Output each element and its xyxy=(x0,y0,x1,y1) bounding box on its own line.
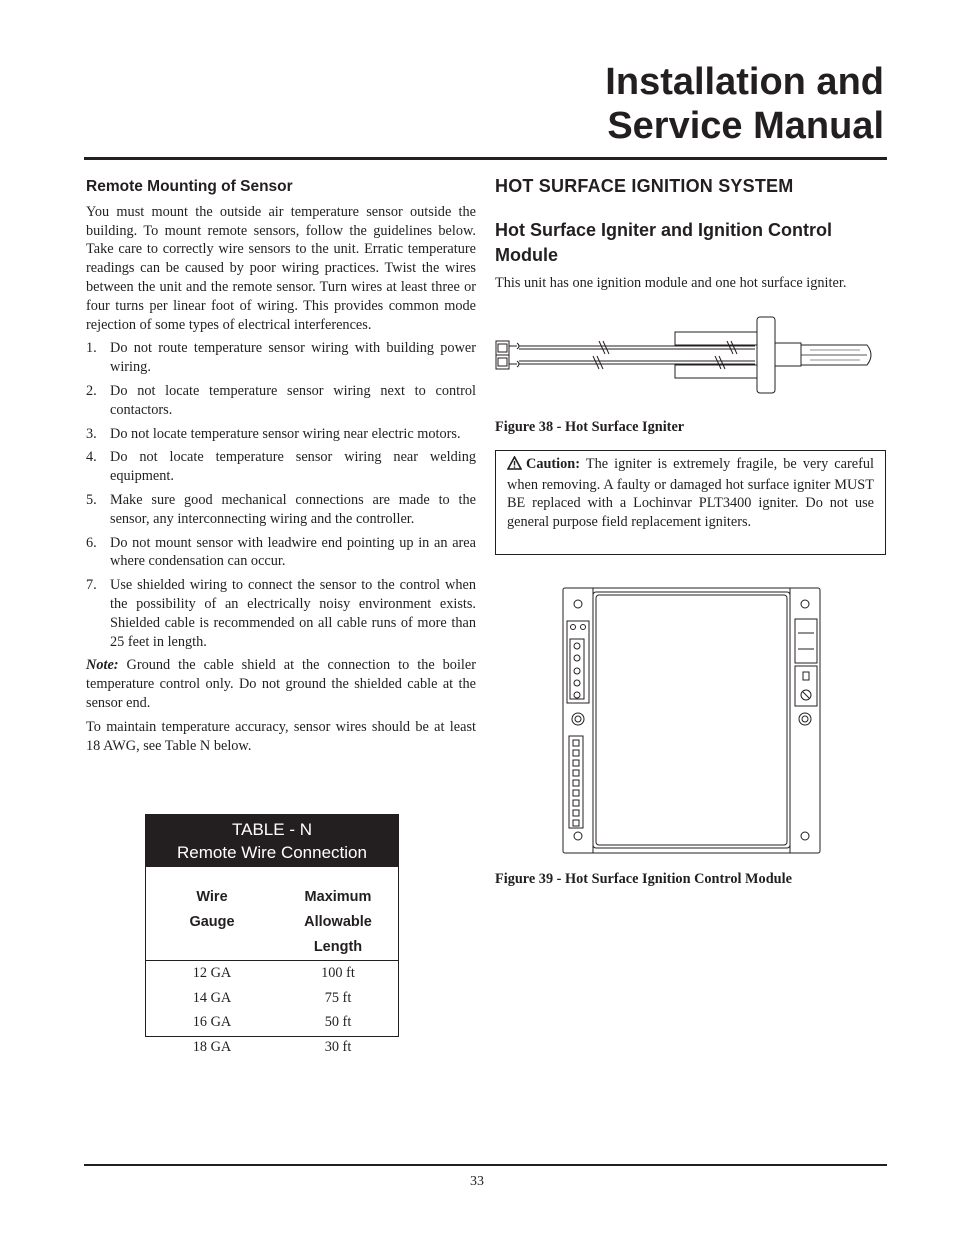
list-item: 1. Do not route temperature sensor wiring with building power wiring. xyxy=(86,340,476,376)
accuracy-paragraph: To maintain temperature accuracy, sensor wires should be at least 18 AWG, see Table N below. xyxy=(86,718,476,754)
igniter-intro: This unit has one ignition module and one hot surface igniter. xyxy=(495,275,847,291)
page-title xyxy=(605,60,884,148)
column-header-max-length: Maximum Allowable Length xyxy=(304,889,372,955)
table-row: 14 GA 75 ft xyxy=(192,989,352,1006)
table-header xyxy=(146,815,398,867)
table-row: 16 GA 50 ft xyxy=(192,1014,352,1030)
remote-mounting-intro: You must mount the outside air temperature sensor outside the building. To mount remote sensors, follow the guidelines below. Take care to correctly wire sensors to the unit. Erratic temperature readings can be caused by poor wiring practices. Twist the wires between the unit and the remote sensor. Turn wires at least three or four turns per linear foot of wiring. This provides common mode rejection of some types of electrical interferences. xyxy=(86,203,476,333)
figure-39-caption: Figure 39 - Hot Surface Ignition Control Module xyxy=(495,871,792,887)
list-item: 2. Do not locate temperature sensor wiring next to control contactors. xyxy=(86,382,476,418)
remote-wire-table xyxy=(145,814,399,1055)
list-item: 5. Make sure good mechanical connections are made to the sensor, any interconnecting wiring and the controller. xyxy=(86,491,476,527)
figure-38-caption: Figure 38 - Hot Surface Igniter xyxy=(495,419,685,435)
caution-box xyxy=(495,450,886,555)
right-column xyxy=(495,176,887,292)
page-title-line-2: Service Manual xyxy=(607,105,884,147)
note-label: Note: xyxy=(86,657,119,674)
left-column xyxy=(86,178,476,760)
sensor-guidelines-list xyxy=(86,339,476,651)
table-subtitle: Remote Wire Connection xyxy=(177,843,367,862)
caution-text: The igniter is extremely fragile, be very careful when removing. A faulty or damaged hot surface igniter MUST BE replaced with a Lochinvar PLT3400 igniter. Do not use general purpose field replacement igniters. xyxy=(507,456,874,530)
page-title-line-1: Installation and xyxy=(605,61,884,103)
list-item: 6. Do not mount sensor with leadwire end pointing up in an area where condensation can occur. xyxy=(86,534,476,570)
list-item: 7. Use shielded wiring to connect the sensor to the control when the possibility of an electrically noisy environment exists. Shielded cable is recommended on all cable runs of more than 25 feet in length. xyxy=(86,577,476,650)
grounding-note xyxy=(86,656,476,712)
page-number: 33 xyxy=(470,1174,484,1189)
igniter-module-heading: Hot Surface Igniter and Ignition Control Module xyxy=(495,220,832,265)
list-item: 3. Do not locate temperature sensor wiring near electric motors. xyxy=(86,425,461,442)
header-rule xyxy=(84,157,887,160)
list-item: 4. Do not locate temperature sensor wiring near welding equipment. xyxy=(86,449,476,485)
table-row: 18 GA 30 ft xyxy=(192,1038,352,1055)
column-header-wire-gauge: Wire Gauge xyxy=(189,889,235,930)
ignition-system-heading: HOT SURFACE IGNITION SYSTEM xyxy=(495,176,794,196)
note-text: Ground the cable shield at the connection to the boiler temperature control only. Do not ground the shielded cable at the sensor end. xyxy=(86,657,476,711)
warning-triangle-icon xyxy=(507,456,522,476)
table-row: 12 GA 100 ft xyxy=(192,965,355,981)
table-title: TABLE - N xyxy=(232,820,312,839)
hot-surface-igniter-figure xyxy=(495,312,880,397)
ignition-control-module-figure xyxy=(560,586,823,856)
caution-label: Caution: xyxy=(526,456,581,472)
remote-mounting-heading: Remote Mounting of Sensor xyxy=(86,178,293,195)
table-column-headers xyxy=(146,867,398,961)
footer-rule xyxy=(84,1164,887,1166)
